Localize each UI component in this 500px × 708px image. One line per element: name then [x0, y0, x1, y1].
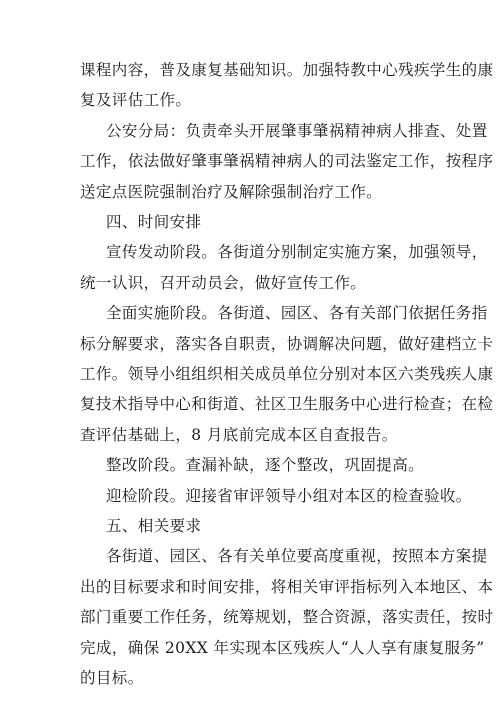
paragraph-line: 迎检阶段。迎接省审评领导小组对本区的检查验收。 [106, 486, 472, 505]
paragraph-line: 复技术指导中心和街道、社区卫生服务中心进行检查；在检 [80, 395, 494, 414]
section-heading: 四、时间安排 [106, 213, 202, 231]
paragraph-line: 宣传发动阶段。各街道分别制定实施方案，加强领导， [106, 243, 488, 262]
paragraph-line: 全面实施阶段。各街道、园区、各有关部门依据任务指 [106, 304, 488, 323]
paragraph-line: 的目标。 [80, 669, 144, 687]
paragraph-line: 部门重要工作任务，统筹规划，整合资源，落实责任，按时 [80, 608, 494, 627]
paragraph-line: 各街道、园区、各有关单位要高度重视，按照本方案提 [106, 547, 488, 566]
paragraph-line: 送定点医院强制治疗及解除强制治疗工作。 [80, 182, 383, 201]
paragraph-line: 公安分局：负责牵头开展肇事肇祸精神病人排查、处置 [106, 121, 488, 140]
paragraph-line: 出的目标要求和时间安排，将相关审评指标列入本地区、本 [80, 577, 494, 596]
paragraph-line: 标分解要求，落实各自职责，协调解决问题，做好建档立卡 [80, 334, 494, 353]
paragraph-line: 工作。领导小组组织相关成员单位分别对本区六类残疾人康 [80, 365, 494, 383]
paragraph-line: 完成，确保 20XX 年实现本区残疾人“人人享有康复服务” [80, 638, 485, 657]
paragraph-line: 课程内容，普及康复基础知识。加强特教中心残疾学生的康 [80, 61, 494, 79]
paragraph-line: 查评估基础上，8 月底前完成本区自查报告。 [80, 425, 398, 444]
section-heading: 五、相关要求 [106, 517, 202, 535]
paragraph-line: 统一认识，召开动员会，做好宣传工作。 [80, 273, 367, 292]
paragraph-line: 复及评估工作。 [80, 91, 192, 110]
paragraph-line: 工作，依法做好肇事肇祸精神病人的司法鉴定工作，按程序 [80, 152, 494, 171]
paragraph-line: 整改阶段。查漏补缺，逐个整改，巩固提高。 [106, 456, 425, 475]
